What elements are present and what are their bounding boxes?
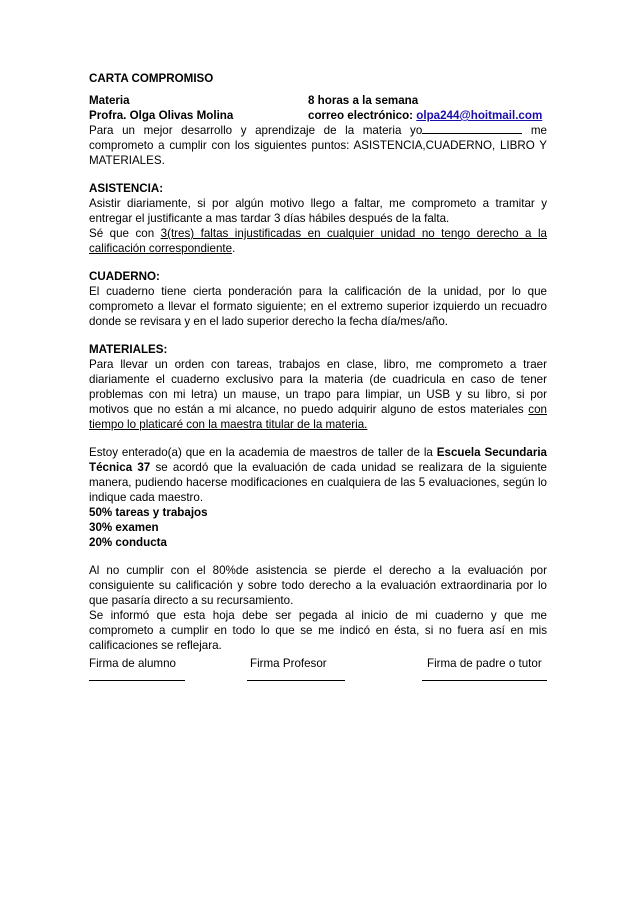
eval-item-conducta: 20% conducta	[89, 536, 167, 549]
eval-item-tareas: 50% tareas y trabajos	[89, 506, 208, 519]
subject-row	[89, 93, 547, 108]
signature-line-parent[interactable]	[422, 680, 547, 681]
email-link[interactable]: olpa244@hoitmail.com	[416, 109, 543, 122]
materiales-text	[89, 357, 547, 432]
signature-line-student[interactable]	[89, 680, 185, 681]
academia-paragraph	[89, 445, 547, 505]
signature-lines	[0, 680, 638, 682]
intro-text-start: Para un mejor desarrollo y aprendizaje de la materia yo	[89, 124, 423, 137]
teacher-row	[89, 108, 547, 123]
asistencia-suffix: .	[232, 242, 236, 255]
email-label: correo electrónico:	[308, 109, 414, 122]
teacher-name: Profra. Olga Olivas Molina	[89, 109, 234, 122]
student-name-blank[interactable]	[422, 123, 522, 134]
signature-line-teacher[interactable]	[247, 680, 345, 681]
email-line	[308, 108, 547, 123]
eval-item-examen: 30% examen	[89, 521, 159, 534]
closing-paragraph-2: Se informó que esta hoja debe ser pegada al inicio de mi cuaderno y que me comprometo a cumplir en todo lo que se me indicó en ésta, si no fuera así en mis calificaciones se reflejara.	[89, 609, 547, 652]
document-title: CARTA COMPROMISO	[89, 72, 214, 85]
materiales-heading: MATERIALES:	[89, 343, 168, 356]
academia-prefix: Estoy enterado(a) que en la academia de maestros de taller de la	[89, 446, 437, 459]
school-name: Escuela Secundaria Técnica 37	[89, 446, 547, 474]
academia-suffix: se acordó que la evaluación de cada unidad se realizara de la siguiente manera, pudiendo hacerse modificaciones en cualquiera de las 5 evaluaciones, según lo indique cada maestro.	[89, 461, 547, 504]
asistencia-heading: ASISTENCIA:	[89, 182, 164, 195]
letter-body	[89, 71, 547, 653]
cuaderno-heading: CUADERNO:	[89, 270, 160, 283]
hours-per-week: 8 horas a la semana	[308, 94, 419, 107]
asistencia-text: Asistir diariamente, si por algún motivo llego a faltar, me comprometo a tramitar y entregar el justificante a mas tardar 3 días hábiles después de la falta.	[89, 197, 547, 225]
cuaderno-text: El cuaderno tiene cierta ponderación para la calificación de la unidad, por lo que comprometo a llevar el formato siguiente; en el extremo superior izquierdo un recuadro donde se revisara y en el lado superior derecho la fecha día/mes/año.	[89, 285, 547, 328]
asistencia-text-2	[89, 226, 547, 256]
intro-text-end: me comprometo a cumplir con los siguientes puntos: ASISTENCIA,CUADERNO, LIBRO Y MATERIALES.	[89, 124, 547, 167]
closing-paragraph-1: Al no cumplir con el 80%de asistencia se pierde el derecho a la evaluación por consiguiente su calificación y sobre todo derecho a la evaluación extraordinaria por lo que pasaría directo a su recursamiento.	[89, 564, 547, 607]
materiales-underlined: con tiempo lo platicaré con la maestra titular de la materia.	[89, 403, 547, 431]
materia-label: Materia	[89, 94, 130, 107]
materiales-body: Para llevar un orden con tareas, trabajos en clase, libro, me comprometo a traer diariamente el cuaderno exclusivo para la materia (de cuadricula en caso de tener problemas con mi letra) un mause, un trapo para limpiar, un USB y su libro, si por motivos que no están a mi alcance, no puedo adquirir alguno de estos materiales	[89, 358, 547, 416]
intro-paragraph	[89, 123, 547, 168]
signature-label-teacher: Firma Profesor	[250, 657, 327, 670]
asistencia-underlined: 3(tres) faltas injustificadas en cualquier unidad no tengo derecho a la calificación correspondiente	[89, 227, 547, 255]
signature-label-parent: Firma de padre o tutor	[427, 657, 542, 670]
asistencia-prefix: Sé que con	[89, 227, 161, 240]
signature-label-student: Firma de alumno	[89, 657, 176, 670]
